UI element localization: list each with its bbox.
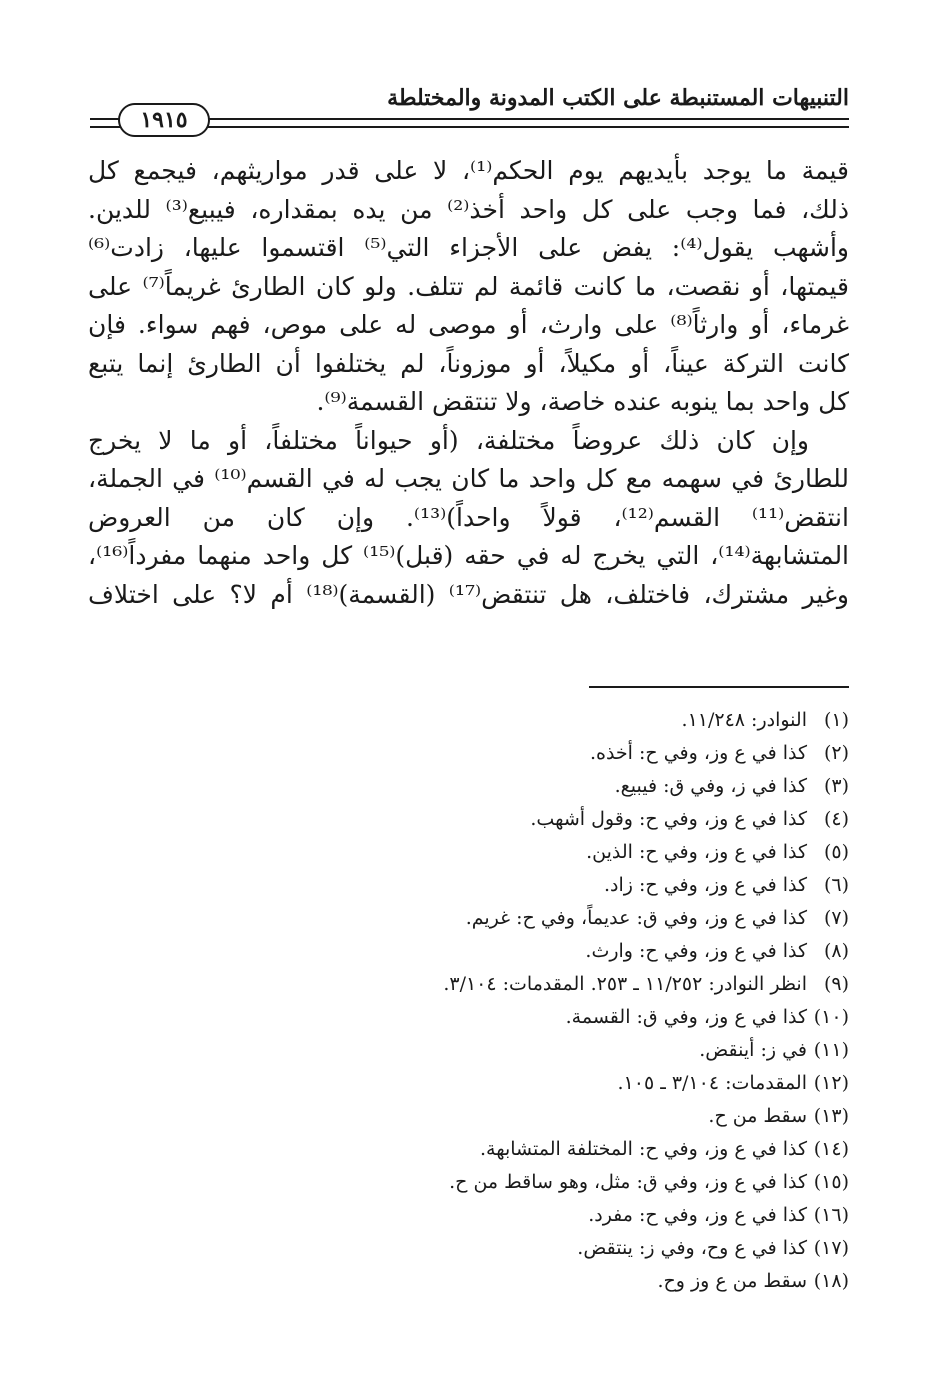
footnote-text: كذا في ع وز، وفي ح: مفرد.: [588, 1204, 807, 1226]
footnote: [443, 1100, 849, 1133]
footnote-number: (٨): [823, 940, 849, 962]
footnote-text: كذا في ع وز، وفي ح: أخذه.: [589, 742, 807, 764]
footnote-text: انظر النوادر: ١١/٢٥٢ ـ ٢٥٣. المقدمات: ٣/١٠٤.: [443, 973, 807, 995]
footnotes: [443, 704, 849, 1298]
footnote-text: النوادر: ١١/٢٤٨.: [681, 709, 807, 731]
footnote-text: كذا في ع وز، وفي ق: عديماً، وفي ح: غريم.: [465, 907, 807, 929]
footnote: [443, 803, 849, 836]
footnote: [443, 704, 849, 737]
footnote-text: كذا في ع وز، وفي ح: وقول أشهب.: [530, 808, 807, 830]
footnote-number: (٥): [823, 841, 849, 863]
footnote: [443, 770, 849, 803]
footnote-number: (٤): [823, 808, 849, 830]
footnote: [443, 1166, 849, 1199]
body-line: وأشهب يقول⁽⁴⁾: يفض على الأجزاء التي⁽⁵⁾ اقتسموا عليها، زادت⁽⁶⁾: [88, 233, 849, 262]
footnote: [443, 1265, 849, 1298]
footnote-number: (١٤): [813, 1138, 849, 1160]
footnote-separator: [589, 686, 849, 688]
body-line: قيمة ما يوجد بأيديهم يوم الحكم⁽¹⁾، لا على قدر مواريثهم، فيجمع كل: [88, 156, 849, 185]
footnote: [443, 1232, 849, 1265]
footnote-text: كذا في ع وز، وفي ح: وارث.: [585, 940, 807, 962]
footnote-text: كذا في ع وز، وفي ق: مثل، وهو ساقط من ح.: [449, 1171, 807, 1193]
footnote-number: (١٠): [813, 1006, 849, 1028]
body-line: انتقض⁽¹¹⁾ القسم⁽¹²⁾، قولاً واحداً)⁽¹³⁾. وإن كان من العروض: [88, 502, 849, 532]
footnote-text: كذا في ز، وفي ق: فيبيع.: [614, 775, 807, 797]
footnote-text: في ز: أينقض.: [699, 1039, 807, 1061]
footnote-text: كذا في ع وز، وفي ح: زاد.: [604, 874, 807, 896]
footnote: [443, 737, 849, 770]
footnote-number: (١٢): [813, 1072, 849, 1094]
footnote: [443, 902, 849, 935]
footnote-number: (٣): [823, 775, 849, 797]
body-line: المتشابهة⁽¹⁴⁾، التي يخرج له في حقه (قبل)⁽¹⁵⁾ كل واحد منهما مفرداً⁽¹⁶⁾،: [88, 541, 850, 570]
footnote-number: (١): [823, 709, 849, 731]
footnote-text: سقط من ح.: [708, 1105, 807, 1127]
footnote-number: (١٣): [813, 1105, 849, 1127]
body-line: وإن كان ذلك عروضاً مختلفة، (أو حيواناً مختلفاً، أو ما لا يخرج: [88, 425, 809, 455]
footnote-number: (٩): [823, 973, 849, 995]
footnote: [443, 935, 849, 968]
body-line: قيمتها، أو نقصت، ما كانت قائمة لم تتلف. ولو كان الطارئ غريماً⁽⁷⁾ على: [88, 271, 849, 301]
body-line: كل واحد بما ينوبه عنده خاصة، ولا تنتقض القسمة⁽⁹⁾.: [316, 387, 849, 416]
footnote-text: المقدمات: ٣/١٠٤ ـ ١٠٥.: [617, 1072, 807, 1094]
footnote-text: كذا في ع وز، وفي ح: المختلفة المتشابهة.: [479, 1138, 807, 1160]
footnote-text: كذا في ع وز، وفي ح: الذين.: [586, 841, 807, 863]
body-line: للطارئ في سهمه مع كل واحد ما كان يجب له في القسم⁽¹⁰⁾ في الجملة،: [88, 464, 849, 493]
footnote: [443, 968, 849, 1001]
footnote-text: كذا في ع وز، وفي ق: القسمة.: [565, 1006, 807, 1028]
footnote-text: كذا في ع وح، وفي ز: ينتقض.: [577, 1237, 807, 1259]
footnote: [443, 869, 849, 902]
footnote-number: (١٦): [813, 1204, 849, 1226]
footnote-number: (١١): [813, 1039, 849, 1061]
footnote-text: سقط من ع وز وح.: [657, 1270, 807, 1292]
body-text: [88, 152, 849, 614]
footnote: [443, 1001, 849, 1034]
footnote: [443, 1034, 849, 1067]
footnote: [443, 1199, 849, 1232]
footnote-number: (٦): [823, 874, 849, 896]
body-line: كانت التركة عيناً، أو مكيلاً، أو موزوناً، لم يختلفوا أن الطارئ إنما يتبع: [88, 348, 849, 378]
footnote-number: (٢): [823, 742, 849, 764]
footnote: [443, 836, 849, 869]
page-number-frame: [118, 103, 210, 137]
footnote: [443, 1133, 849, 1166]
body-line: غرماء، أو وارثاً⁽⁸⁾ على وارث، أو موصى له على موص، فهم سواء. فإن: [88, 310, 849, 339]
footnote-number: (١٨): [813, 1270, 849, 1292]
footnote-number: (٧): [823, 907, 849, 929]
page-number: ١٩١٥: [140, 107, 188, 133]
footnote-number: (١٧): [813, 1237, 849, 1259]
footnote-number: (١٥): [813, 1171, 849, 1193]
body-line: وغير مشترك، فاختلف، هل تنتقض⁽¹⁷⁾ (القسمة)⁽¹⁸⁾ أم لا؟ على اختلاف: [88, 579, 850, 609]
running-title: التنبيهات المستنبطة على الكتب المدونة والمختلطة: [387, 85, 849, 111]
footnote: [443, 1067, 849, 1100]
body-line: ذلك، فما وجب على كل واحد أخذ⁽²⁾ من يده بمقداره، فيبيع⁽³⁾ للدين.: [88, 194, 849, 224]
